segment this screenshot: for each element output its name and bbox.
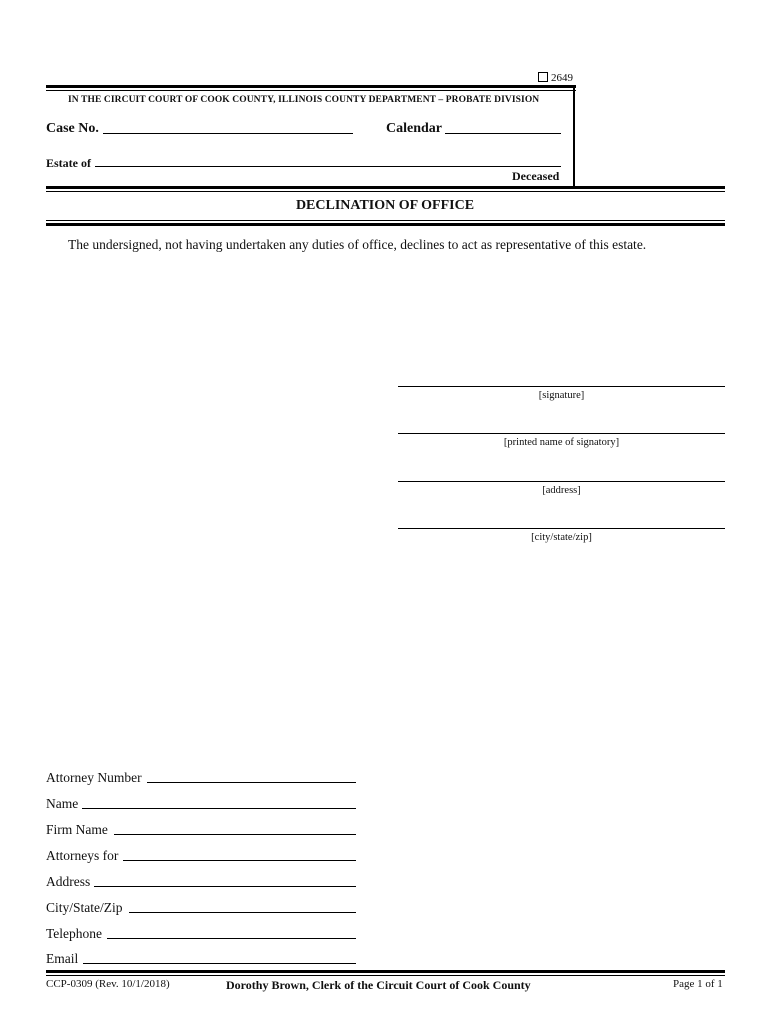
checkbox-icon[interactable]	[538, 72, 548, 82]
telephone-label: Telephone	[46, 926, 103, 941]
signature-caption: [signature]	[538, 390, 585, 401]
attorneys-for-field[interactable]	[123, 860, 356, 861]
printed-name-line[interactable]	[398, 433, 725, 434]
section-rule-top-thin	[46, 191, 725, 192]
estate-of-field[interactable]	[95, 166, 561, 167]
address-line[interactable]	[398, 481, 725, 482]
email-field[interactable]	[83, 963, 356, 964]
form-number	[538, 72, 573, 84]
title-rule-thick	[46, 223, 725, 226]
name-label: Name	[46, 796, 79, 811]
header-top-rule-thin	[46, 90, 576, 91]
calendar-label: Calendar	[386, 121, 442, 136]
city-state-zip-label: City/State/Zip	[46, 900, 123, 915]
attorney-address-field[interactable]	[94, 886, 356, 887]
deceased-label: Deceased	[512, 169, 560, 183]
case-no-field[interactable]	[103, 133, 353, 134]
printed-name-caption: [printed name of signatory]	[503, 437, 620, 448]
page-number: Page 1 of 1	[673, 978, 723, 990]
title-rule-thin	[46, 220, 725, 221]
address-caption: [address]	[542, 485, 581, 496]
firm-name-label: Firm Name	[46, 822, 108, 837]
section-rule-top	[46, 186, 725, 189]
city-state-zip-caption: [city/state/zip]	[531, 532, 592, 543]
form-number-text: 2649	[551, 72, 573, 84]
header-right-border	[573, 88, 575, 188]
name-field[interactable]	[82, 808, 356, 809]
footer-rule-thin	[46, 975, 725, 976]
header-top-rule	[46, 85, 576, 88]
firm-name-field[interactable]	[114, 834, 356, 835]
clerk-name: Dorothy Brown, Clerk of the Circuit Court of Cook County	[226, 978, 531, 992]
form-id: CCP-0309 (Rev. 10/1/2018)	[46, 978, 170, 990]
attorneys-for-label: Attorneys for	[46, 848, 119, 863]
document-title: DECLINATION OF OFFICE	[295, 198, 475, 213]
attorney-city-state-zip-field[interactable]	[129, 912, 356, 913]
address-label: Address	[46, 874, 91, 889]
email-label: Email	[46, 951, 79, 966]
case-no-label: Case No.	[46, 121, 99, 136]
telephone-field[interactable]	[107, 938, 356, 939]
footer-rule-thick	[46, 970, 725, 973]
city-state-zip-line[interactable]	[398, 528, 725, 529]
attorney-number-label: Attorney Number	[46, 770, 142, 785]
signature-line[interactable]	[398, 386, 725, 387]
attorney-number-field[interactable]	[147, 782, 356, 783]
estate-of-label: Estate of	[46, 156, 91, 170]
declination-statement: The undersigned, not having undertaken any duties of office, declines to act as representative of this estate.	[68, 237, 647, 252]
calendar-field[interactable]	[445, 133, 561, 134]
court-heading: IN THE CIRCUIT COURT OF COOK COUNTY, ILLINOIS COUNTY DEPARTMENT – PROBATE DIVISION	[68, 95, 540, 105]
